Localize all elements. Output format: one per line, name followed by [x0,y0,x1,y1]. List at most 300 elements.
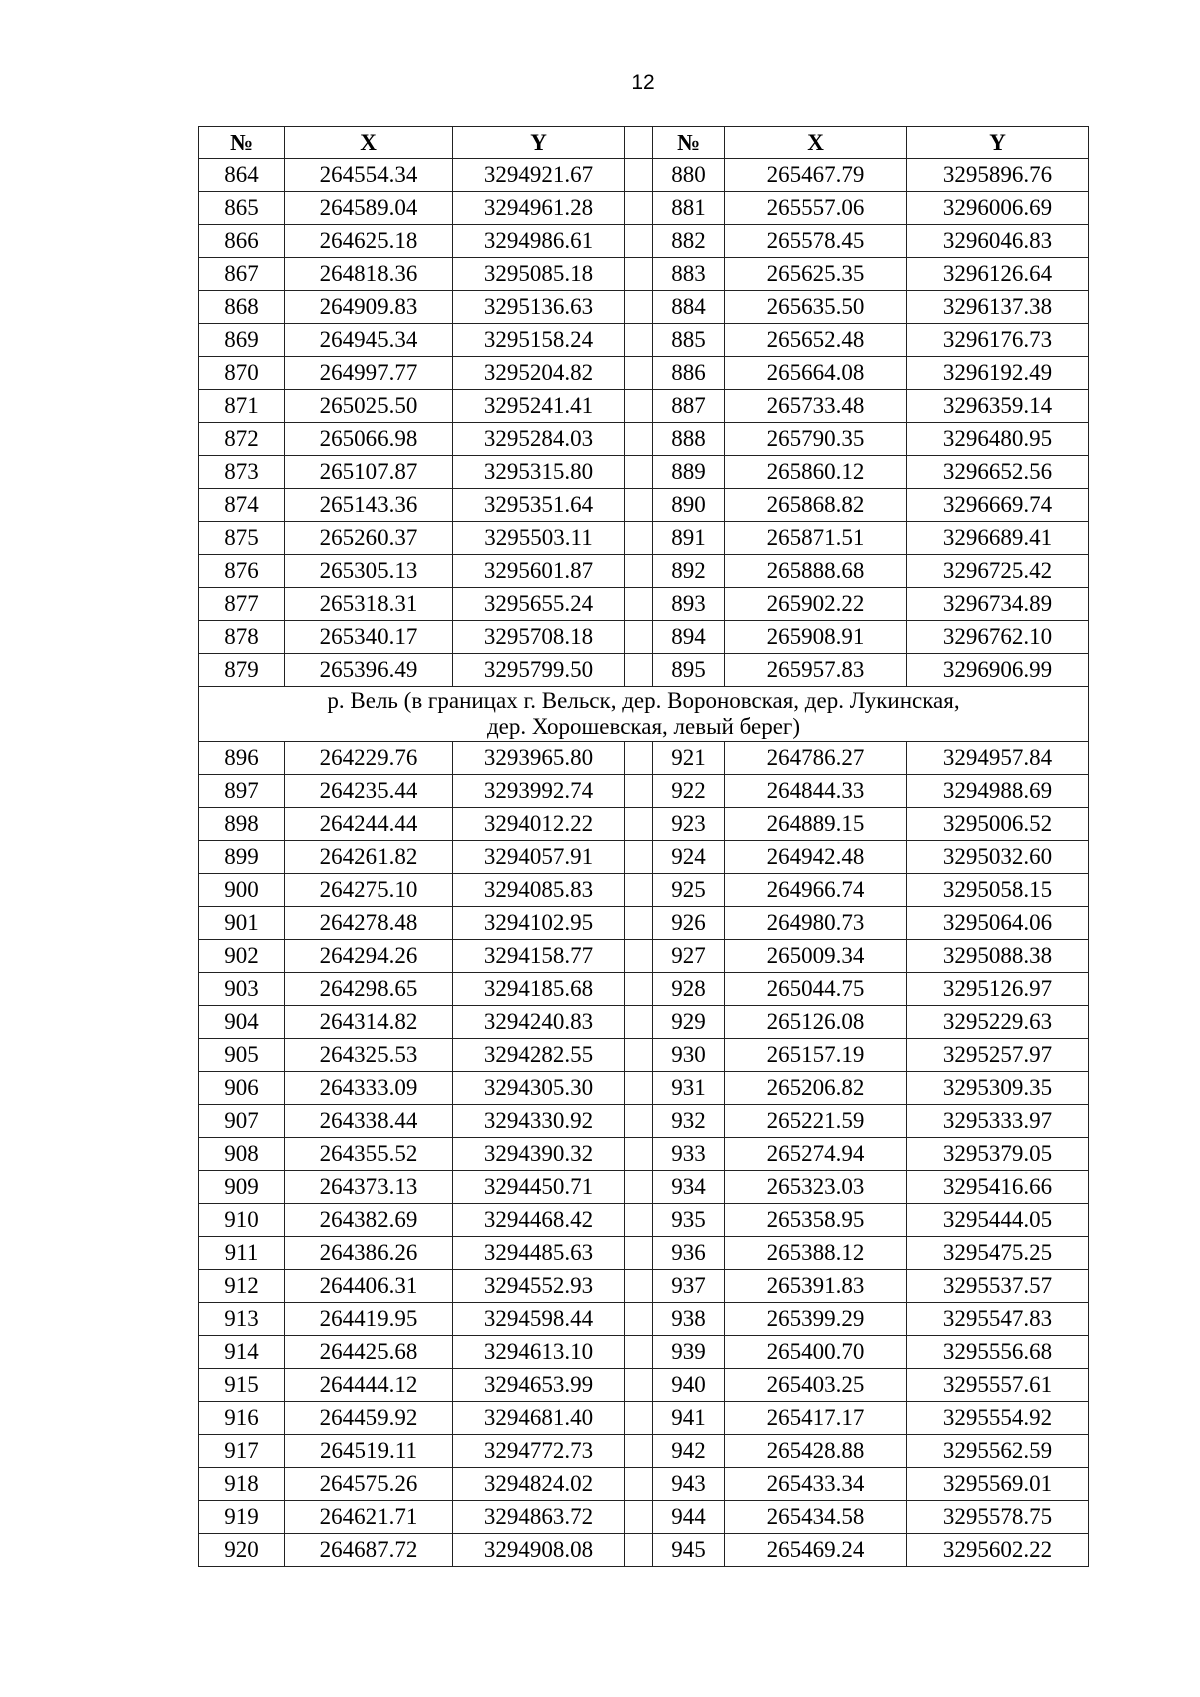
cell-x-right: 265428.88 [725,1435,907,1468]
cell-x-left: 264386.26 [285,1237,453,1270]
cell-x-left: 264244.44 [285,808,453,841]
cell-number-right: 933 [653,1138,725,1171]
cell-y-right: 3296762.10 [907,621,1089,654]
cell-y-left: 3294305.30 [453,1072,625,1105]
cell-number-right: 937 [653,1270,725,1303]
cell-x-right: 265557.06 [725,192,907,225]
cell-y-left: 3294102.95 [453,907,625,940]
cell-y-left: 3294468.42 [453,1204,625,1237]
cell-spacer [625,621,653,654]
cell-spacer [625,1468,653,1501]
cell-x-right: 265469.24 [725,1534,907,1567]
cell-y-left: 3294824.02 [453,1468,625,1501]
section-title-line1: р. Вель (в границах г. Вельск, дер. Вороновская, дер. Лукинская, [327,688,960,713]
cell-y-right: 3295032.60 [907,841,1089,874]
cell-x-left: 265066.98 [285,423,453,456]
cell-y-left: 3294986.61 [453,225,625,258]
cell-number-right: 927 [653,940,725,973]
cell-y-right: 3296906.99 [907,654,1089,687]
cell-number-left: 898 [199,808,285,841]
cell-x-left: 265260.37 [285,522,453,555]
cell-y-right: 3295229.63 [907,1006,1089,1039]
table-row [199,973,1089,1006]
cell-number-left: 904 [199,1006,285,1039]
cell-y-right: 3295309.35 [907,1072,1089,1105]
cell-number-left: 878 [199,621,285,654]
table-row [199,225,1089,258]
table-row [199,1138,1089,1171]
table-row [199,1501,1089,1534]
cell-number-left: 874 [199,489,285,522]
cell-x-left: 264444.12 [285,1369,453,1402]
cell-spacer [625,588,653,621]
cell-y-right: 3295537.57 [907,1270,1089,1303]
table-row [199,1303,1089,1336]
cell-number-right: 929 [653,1006,725,1039]
cell-number-right: 931 [653,1072,725,1105]
cell-y-right: 3296725.42 [907,555,1089,588]
cell-x-left: 264425.68 [285,1336,453,1369]
cell-y-left: 3294085.83 [453,874,625,907]
cell-number-left: 869 [199,324,285,357]
cell-number-left: 867 [199,258,285,291]
cell-x-right: 265664.08 [725,357,907,390]
cell-y-left: 3293965.80 [453,742,625,775]
cell-spacer [625,423,653,456]
cell-spacer [625,1039,653,1072]
cell-x-left: 264519.11 [285,1435,453,1468]
cell-number-right: 923 [653,808,725,841]
cell-x-right: 265388.12 [725,1237,907,1270]
cell-x-right: 265358.95 [725,1204,907,1237]
table-block-1 [199,159,1089,687]
cell-y-left: 3295315.80 [453,456,625,489]
cell-spacer [625,1006,653,1039]
cell-x-left: 265396.49 [285,654,453,687]
cell-x-right: 264942.48 [725,841,907,874]
cell-x-right: 265399.29 [725,1303,907,1336]
cell-spacer [625,1369,653,1402]
cell-x-right: 265888.68 [725,555,907,588]
cell-x-left: 264314.82 [285,1006,453,1039]
cell-number-right: 889 [653,456,725,489]
cell-y-left: 3295241.41 [453,390,625,423]
cell-y-right: 3295557.61 [907,1369,1089,1402]
table-row [199,1171,1089,1204]
cell-y-left: 3294653.99 [453,1369,625,1402]
cell-number-left: 871 [199,390,285,423]
cell-number-right: 881 [653,192,725,225]
cell-x-right: 265733.48 [725,390,907,423]
table-row [199,874,1089,907]
table-row [199,258,1089,291]
cell-y-right: 3295058.15 [907,874,1089,907]
cell-spacer [625,1303,653,1336]
cell-spacer [625,555,653,588]
table-row [199,357,1089,390]
cell-x-right: 265009.34 [725,940,907,973]
table-row [199,654,1089,687]
cell-number-left: 903 [199,973,285,1006]
cell-spacer [625,1072,653,1105]
cell-x-right: 265578.45 [725,225,907,258]
cell-y-right: 3296006.69 [907,192,1089,225]
cell-number-left: 914 [199,1336,285,1369]
cell-spacer [625,1105,653,1138]
cell-y-left: 3294390.32 [453,1138,625,1171]
cell-y-left: 3295601.87 [453,555,625,588]
cell-spacer [625,1270,653,1303]
table-row [199,1435,1089,1468]
header-x-left: X [285,127,453,159]
section-row [199,687,1089,742]
cell-y-right: 3295088.38 [907,940,1089,973]
cell-y-left: 3294552.93 [453,1270,625,1303]
table-row [199,1336,1089,1369]
cell-number-right: 944 [653,1501,725,1534]
cell-y-right: 3296359.14 [907,390,1089,423]
cell-number-left: 913 [199,1303,285,1336]
cell-spacer [625,775,653,808]
cell-number-left: 896 [199,742,285,775]
cell-number-right: 930 [653,1039,725,1072]
header-row [199,127,1089,159]
cell-y-right: 3295554.92 [907,1402,1089,1435]
cell-y-left: 3294158.77 [453,940,625,973]
table-row [199,1270,1089,1303]
header-number-left: № [199,127,285,159]
table-row [199,1237,1089,1270]
cell-x-right: 265860.12 [725,456,907,489]
cell-y-left: 3294057.91 [453,841,625,874]
cell-y-left: 3294961.28 [453,192,625,225]
cell-y-right: 3295444.05 [907,1204,1089,1237]
cell-number-right: 893 [653,588,725,621]
cell-y-right: 3295379.05 [907,1138,1089,1171]
cell-number-left: 917 [199,1435,285,1468]
cell-x-left: 264298.65 [285,973,453,1006]
cell-y-left: 3295799.50 [453,654,625,687]
cell-number-left: 910 [199,1204,285,1237]
cell-spacer [625,192,653,225]
cell-x-left: 264625.18 [285,225,453,258]
cell-number-left: 905 [199,1039,285,1072]
cell-spacer [625,1402,653,1435]
table-row [199,907,1089,940]
cell-x-right: 265652.48 [725,324,907,357]
cell-number-left: 907 [199,1105,285,1138]
cell-x-left: 264229.76 [285,742,453,775]
cell-spacer [625,357,653,390]
cell-x-right: 265206.82 [725,1072,907,1105]
cell-y-right: 3295602.22 [907,1534,1089,1567]
cell-spacer [625,324,653,357]
cell-y-left: 3295136.63 [453,291,625,324]
cell-number-left: 911 [199,1237,285,1270]
cell-x-right: 265323.03 [725,1171,907,1204]
cell-number-left: 879 [199,654,285,687]
cell-number-right: 921 [653,742,725,775]
cell-number-left: 918 [199,1468,285,1501]
cell-number-right: 894 [653,621,725,654]
cell-spacer [625,973,653,1006]
cell-x-left: 264589.04 [285,192,453,225]
cell-y-left: 3295503.11 [453,522,625,555]
cell-x-left: 264406.31 [285,1270,453,1303]
cell-x-left: 264235.44 [285,775,453,808]
table-block-2 [199,742,1089,1567]
cell-x-left: 264997.77 [285,357,453,390]
cell-number-right: 883 [653,258,725,291]
cell-x-left: 265143.36 [285,489,453,522]
table-row [199,1204,1089,1237]
cell-number-left: 864 [199,159,285,192]
cell-x-left: 264419.95 [285,1303,453,1336]
cell-x-right: 265400.70 [725,1336,907,1369]
cell-x-left: 264459.92 [285,1402,453,1435]
cell-x-left: 264687.72 [285,1534,453,1567]
table-row [199,423,1089,456]
cell-spacer [625,1501,653,1534]
cell-spacer [625,907,653,940]
table-row [199,775,1089,808]
cell-y-left: 3294450.71 [453,1171,625,1204]
cell-y-right: 3295416.66 [907,1171,1089,1204]
header-y-left: Y [453,127,625,159]
table-row [199,1072,1089,1105]
cell-x-right: 265902.22 [725,588,907,621]
table-row [199,1402,1089,1435]
cell-number-left: 865 [199,192,285,225]
cell-y-right: 3294957.84 [907,742,1089,775]
cell-y-right: 3296046.83 [907,225,1089,258]
cell-y-left: 3295204.82 [453,357,625,390]
cell-spacer [625,874,653,907]
cell-y-right: 3295578.75 [907,1501,1089,1534]
cell-x-left: 265318.31 [285,588,453,621]
cell-y-left: 3294282.55 [453,1039,625,1072]
cell-number-right: 880 [653,159,725,192]
cell-number-right: 924 [653,841,725,874]
cell-x-left: 264945.34 [285,324,453,357]
cell-spacer [625,489,653,522]
cell-x-right: 265221.59 [725,1105,907,1138]
cell-x-left: 264325.53 [285,1039,453,1072]
cell-x-right: 265957.83 [725,654,907,687]
cell-y-right: 3296176.73 [907,324,1089,357]
cell-number-right: 941 [653,1402,725,1435]
cell-y-right: 3294988.69 [907,775,1089,808]
cell-number-right: 926 [653,907,725,940]
header-x-right: X [725,127,907,159]
cell-x-left: 264338.44 [285,1105,453,1138]
cell-x-right: 265274.94 [725,1138,907,1171]
cell-x-left: 264261.82 [285,841,453,874]
cell-number-right: 938 [653,1303,725,1336]
cell-x-right: 265434.58 [725,1501,907,1534]
cell-x-left: 265305.13 [285,555,453,588]
cell-x-right: 265467.79 [725,159,907,192]
table-row [199,291,1089,324]
cell-y-right: 3296126.64 [907,258,1089,291]
cell-y-left: 3294863.72 [453,1501,625,1534]
cell-y-right: 3295562.59 [907,1435,1089,1468]
cell-number-left: 908 [199,1138,285,1171]
cell-y-right: 3295126.97 [907,973,1089,1006]
cell-spacer [625,1336,653,1369]
table-row [199,1105,1089,1138]
cell-x-right: 264980.73 [725,907,907,940]
cell-x-right: 265790.35 [725,423,907,456]
cell-number-right: 887 [653,390,725,423]
cell-x-left: 264818.36 [285,258,453,291]
header-y-right: Y [907,127,1089,159]
cell-number-right: 884 [653,291,725,324]
cell-y-right: 3295896.76 [907,159,1089,192]
cell-y-left: 3295708.18 [453,621,625,654]
cell-y-right: 3295257.97 [907,1039,1089,1072]
cell-x-left: 264275.10 [285,874,453,907]
page-number: 12 [631,71,655,94]
table-row [199,192,1089,225]
cell-y-left: 3294613.10 [453,1336,625,1369]
cell-x-left: 264333.09 [285,1072,453,1105]
cell-number-right: 891 [653,522,725,555]
table-row [199,456,1089,489]
cell-x-left: 264278.48 [285,907,453,940]
cell-number-left: 877 [199,588,285,621]
cell-x-left: 265025.50 [285,390,453,423]
cell-x-left: 265340.17 [285,621,453,654]
cell-y-right: 3296689.41 [907,522,1089,555]
cell-spacer [625,1171,653,1204]
cell-number-right: 886 [653,357,725,390]
cell-y-left: 3294185.68 [453,973,625,1006]
cell-spacer [625,1237,653,1270]
header-spacer [625,127,653,159]
cell-y-right: 3295547.83 [907,1303,1089,1336]
cell-number-left: 916 [199,1402,285,1435]
cell-number-left: 876 [199,555,285,588]
cell-number-right: 888 [653,423,725,456]
cell-x-right: 265126.08 [725,1006,907,1039]
table-row [199,1369,1089,1402]
cell-spacer [625,940,653,973]
cell-spacer [625,291,653,324]
cell-spacer [625,654,653,687]
cell-y-right: 3296480.95 [907,423,1089,456]
cell-x-left: 264355.52 [285,1138,453,1171]
cell-y-right: 3296669.74 [907,489,1089,522]
cell-x-right: 265044.75 [725,973,907,1006]
cell-x-left: 264554.34 [285,159,453,192]
cell-x-left: 264575.26 [285,1468,453,1501]
cell-y-left: 3294681.40 [453,1402,625,1435]
cell-number-left: 866 [199,225,285,258]
cell-number-left: 912 [199,1270,285,1303]
cell-y-left: 3293992.74 [453,775,625,808]
cell-number-right: 895 [653,654,725,687]
table-row [199,522,1089,555]
table-row [199,621,1089,654]
cell-number-right: 928 [653,973,725,1006]
table-row [199,489,1089,522]
cell-number-left: 920 [199,1534,285,1567]
table-row [199,1468,1089,1501]
cell-y-right: 3295475.25 [907,1237,1089,1270]
cell-x-left: 264621.71 [285,1501,453,1534]
cell-spacer [625,159,653,192]
cell-y-left: 3294598.44 [453,1303,625,1336]
cell-y-left: 3295655.24 [453,588,625,621]
cell-number-right: 932 [653,1105,725,1138]
cell-spacer [625,225,653,258]
cell-y-left: 3294908.08 [453,1534,625,1567]
table-row [199,1006,1089,1039]
cell-number-left: 872 [199,423,285,456]
cell-number-right: 885 [653,324,725,357]
cell-number-right: 943 [653,1468,725,1501]
cell-spacer [625,390,653,423]
cell-y-right: 3295569.01 [907,1468,1089,1501]
cell-number-right: 935 [653,1204,725,1237]
cell-spacer [625,808,653,841]
cell-number-right: 882 [653,225,725,258]
cell-x-right: 264889.15 [725,808,907,841]
table-row [199,742,1089,775]
cell-y-left: 3295284.03 [453,423,625,456]
cell-y-left: 3295158.24 [453,324,625,357]
cell-number-right: 925 [653,874,725,907]
cell-y-right: 3295333.97 [907,1105,1089,1138]
section-heading [199,687,1089,742]
cell-spacer [625,742,653,775]
cell-number-right: 945 [653,1534,725,1567]
cell-x-right: 264844.33 [725,775,907,808]
cell-number-right: 922 [653,775,725,808]
table-row [199,808,1089,841]
coordinates-table [198,126,1089,1567]
cell-y-left: 3294485.63 [453,1237,625,1270]
cell-y-right: 3296734.89 [907,588,1089,621]
cell-y-right: 3296192.49 [907,357,1089,390]
cell-y-right: 3296137.38 [907,291,1089,324]
cell-x-right: 265403.25 [725,1369,907,1402]
cell-number-right: 942 [653,1435,725,1468]
table-row [199,159,1089,192]
cell-x-right: 265868.82 [725,489,907,522]
cell-number-right: 890 [653,489,725,522]
table-row [199,588,1089,621]
cell-x-right: 265391.83 [725,1270,907,1303]
cell-x-right: 265635.50 [725,291,907,324]
table-row [199,390,1089,423]
cell-y-left: 3295085.18 [453,258,625,291]
cell-number-left: 902 [199,940,285,973]
cell-y-right: 3295006.52 [907,808,1089,841]
cell-number-left: 906 [199,1072,285,1105]
cell-y-left: 3294240.83 [453,1006,625,1039]
cell-x-left: 265107.87 [285,456,453,489]
cell-y-left: 3295351.64 [453,489,625,522]
cell-number-left: 875 [199,522,285,555]
cell-number-right: 934 [653,1171,725,1204]
table-row [199,1534,1089,1567]
cell-number-left: 909 [199,1171,285,1204]
table-row [199,940,1089,973]
header-number-right: № [653,127,725,159]
cell-x-right: 264966.74 [725,874,907,907]
